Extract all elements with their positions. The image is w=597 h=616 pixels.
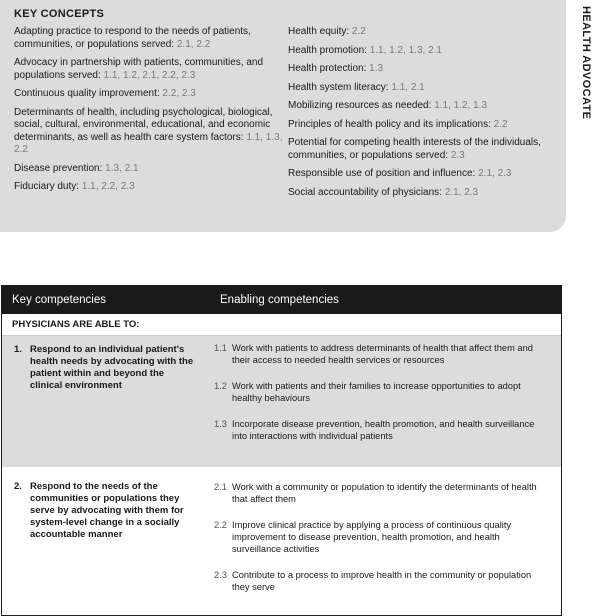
concept-refs: 2.1, 2.3 [478,168,512,179]
concept-item [288,187,556,200]
key-competency-number: 2. [14,481,22,492]
enabling-competencies-heading: Enabling competencies [220,294,339,306]
competencies-table-header [2,286,561,314]
concept-text: Fiduciary duty: [14,181,80,192]
concept-text: Advocacy in partnership with patients, communities, and populations served: [14,57,264,81]
key-competency [2,336,208,467]
concept-item [14,181,288,194]
concept-item [14,57,288,82]
concept-item [288,63,556,76]
concept-item [288,45,556,58]
enabling-competency-text: Incorporate disease prevention, health promotion, and health surveillance into interactions with individual patients [232,419,535,441]
concept-refs: 1.3 [369,63,384,74]
concept-text: Determinants of health, including psychological, biological, social, cultural, environmental, educational, and economic determinants, as well as health care system factors: [14,106,273,143]
concept-item [14,163,288,176]
key-competency-text: Respond to the needs of the communities or populations they serve by advocating with them for system-level change in a socially accountable manner [30,481,184,540]
concept-item [14,26,288,51]
concept-text: Health system literacy: [287,81,389,93]
key-competencies-heading: Key competencies [12,294,106,306]
concept-refs: 1.1, 2.2, 2.3 [81,181,135,192]
enabling-competency [214,481,551,505]
concept-item [288,100,556,113]
key-concepts-columns [14,26,556,205]
concept-refs: 1.1, 1.2, 2.1, 2.2, 2.3 [103,69,196,81]
concept-refs: 1.1, 1.2, 1.3, 2.1 [369,44,442,56]
concept-text: Adapting practice to respond to the needs of patients, communities, or populations served: [14,26,251,50]
concept-text: Social accountability of physicians: [287,186,442,198]
key-concepts-left-column [14,26,288,205]
enabling-competencies-list [208,336,561,467]
concept-item [288,26,556,39]
key-concepts-box [0,0,566,232]
concept-text: Potential for competing health interests of the individuals, communities, or populations served: [287,137,541,161]
concept-text: Responsible use of position and influence: [287,168,476,179]
enabling-competency-text: Work with patients and their families to increase opportunities to adopt healthy behaviours [232,381,521,403]
key-concepts-title: KEY CONCEPTS [14,8,105,20]
concept-refs: 1.1, 1.2, 1.3 [434,100,488,111]
concept-text: Disease prevention: [14,162,103,174]
enabling-competency-text: Work with a community or population to identify the determinants of health that affect them [232,482,537,504]
concept-refs: 2.1, 2.3 [444,186,479,198]
concept-item [14,88,288,101]
enabling-competency-number: 1.2 [214,381,227,391]
competency-row [2,336,561,467]
concept-refs: 2.3 [450,149,465,161]
enabling-competency [214,519,551,555]
key-concepts-right-column [288,26,556,205]
concept-item [14,107,288,157]
enabling-competency-number: 2.2 [214,520,227,530]
concept-refs: 2.2 [493,118,508,130]
enabling-competency-text: Contribute to a process to improve health in the community or population they serve [232,570,532,592]
concept-refs: 2.2, 2.3 [162,88,196,99]
key-competency-text: Respond to an individual patient's health needs by advocating with the patient within and beyond the clinical environment [30,344,194,391]
concept-refs: 1.3, 2.1 [105,162,139,174]
enabling-competency [214,418,551,442]
concept-item [288,137,556,162]
concept-item [288,82,556,95]
competencies-table [1,285,562,616]
enabling-competency [214,342,551,366]
concept-text: Mobilizing resources as needed: [287,100,432,111]
enabling-competency-number: 2.3 [214,570,227,580]
enabling-competency-number: 1.1 [214,343,227,353]
concept-refs: 1.1, 2.1 [391,81,425,93]
enabling-competency [214,569,551,593]
concept-text: Principles of health policy and its implications: [287,118,491,130]
concept-refs: 2.1, 2.2 [176,38,211,50]
enabling-competency-number: 2.1 [214,482,227,492]
concept-item [288,168,556,181]
key-competency [2,467,208,615]
concept-text: Health promotion: [287,44,367,56]
concept-text: Continuous quality improvement: [14,88,160,99]
key-competency-number: 1. [14,344,22,355]
enabling-competency-text: Work with patients to address determinants of health that affect them and their access to needed health services or resources [232,343,533,365]
concept-text: Health protection: [287,63,367,74]
competency-row [2,467,561,615]
concept-text: Health equity: [287,26,350,37]
enabling-competency-number: 1.3 [214,419,227,429]
enabling-competencies-list [208,467,561,615]
concept-refs: 1.1, 1.3, 2.2 [14,131,283,155]
enabling-competency-text: Improve clinical practice by applying a process of continuous quality improvement to disease prevention, health promotion, and health surveillance activities [232,520,512,554]
physicians-able-label: PHYSICIANS ARE ABLE TO: [2,314,561,336]
enabling-competency [214,380,551,404]
concept-item [288,119,556,132]
section-side-title: HEALTH ADVOCATE [580,6,592,120]
concept-refs: 2.2 [351,26,366,37]
